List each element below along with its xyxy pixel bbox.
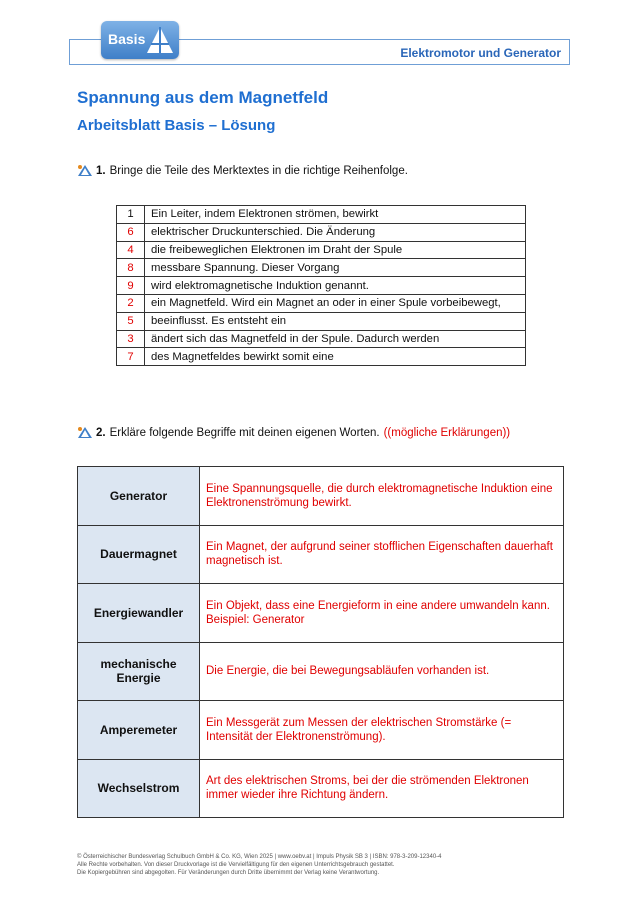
term-definition: Ein Objekt, dass eine Energieform in eine andere umwandeln kann. Beispiel: Generator <box>200 584 564 643</box>
term-row <box>78 701 564 760</box>
order-row <box>117 259 526 277</box>
order-text: ändert sich das Magnetfeld in der Spule. Dadurch werden <box>145 330 526 348</box>
page-title: Spannung aus dem Magnetfeld <box>77 88 329 107</box>
order-number: 9 <box>117 277 145 295</box>
term-definition: Die Energie, die bei Bewegungsabläufen vorhanden ist. <box>200 642 564 701</box>
term-label: mechanische Energie <box>78 642 200 701</box>
order-text: wird elektromagnetische Induktion genannt. <box>145 277 526 295</box>
basis-logo <box>101 21 179 59</box>
order-row <box>117 312 526 330</box>
term-label: Dauermagnet <box>78 525 200 584</box>
task-2-instruction <box>77 426 510 439</box>
order-row <box>117 241 526 259</box>
order-row <box>117 294 526 312</box>
terms-table <box>77 466 564 818</box>
order-table <box>116 205 526 366</box>
task-1-text: Bringe die Teile des Merktextes in die richtige Reihenfolge. <box>109 164 408 177</box>
order-number: 1 <box>117 206 145 224</box>
order-number: 6 <box>117 223 145 241</box>
term-definition: Eine Spannungsquelle, die durch elektromagnetische Induktion eine Elektronenströmung bewirkt. <box>200 467 564 526</box>
term-definition: Ein Messgerät zum Messen der elektrischen Stromstärke (= Intensität der Elektronenströmung). <box>200 701 564 760</box>
order-number: 3 <box>117 330 145 348</box>
term-label: Wechselstrom <box>78 759 200 818</box>
task-1-instruction <box>77 164 408 177</box>
term-row <box>78 467 564 526</box>
order-row <box>117 223 526 241</box>
level-triangle-icon <box>77 426 93 439</box>
order-text: ein Magnetfeld. Wird ein Magnet an oder in einer Spule vorbeibewegt, <box>145 294 526 312</box>
order-row <box>117 348 526 366</box>
footer <box>77 853 442 877</box>
logo-text: Basis <box>108 31 146 47</box>
order-text: elektrischer Druckunterschied. Die Änderung <box>145 223 526 241</box>
page-subtitle: Arbeitsblatt Basis – Lösung <box>77 117 276 134</box>
term-row <box>78 759 564 818</box>
order-text: die freibeweglichen Elektronen im Draht der Spule <box>145 241 526 259</box>
term-definition: Art des elektrischen Stroms, bei der die strömenden Elektronen immer wieder ihre Richtung ändern. <box>200 759 564 818</box>
level-triangle-icon <box>77 164 93 177</box>
term-label: Amperemeter <box>78 701 200 760</box>
task-2-number: 2. <box>96 426 106 439</box>
order-text: des Magnetfeldes bewirkt somit eine <box>145 348 526 366</box>
task-2-note: ((mögliche Erklärungen)) <box>383 426 511 439</box>
term-label: Generator <box>78 467 200 526</box>
term-row <box>78 584 564 643</box>
order-row <box>117 330 526 348</box>
order-number: 4 <box>117 241 145 259</box>
term-label: Energiewandler <box>78 584 200 643</box>
logo-triangle-icon <box>146 25 174 55</box>
order-number: 2 <box>117 294 145 312</box>
term-row <box>78 642 564 701</box>
order-row <box>117 277 526 295</box>
footer-line: Alle Rechte vorbehalten. Von dieser Druckvorlage ist die Vervielfältigung für den eigenen Unterrichtsgebrauch gestattet. <box>77 862 395 868</box>
header-title: Elektromotor und Generator <box>400 46 561 60</box>
task-1-number: 1. <box>96 164 106 177</box>
order-text: messbare Spannung. Dieser Vorgang <box>145 259 526 277</box>
order-text: beeinflusst. Es entsteht ein <box>145 312 526 330</box>
order-number: 8 <box>117 259 145 277</box>
order-number: 7 <box>117 348 145 366</box>
order-row <box>117 206 526 224</box>
footer-line: © Österreichischer Bundesverlag Schulbuch GmbH & Co. KG, Wien 2025 | www.oebv.at | Impuls Physik SB 3 | ISBN: 978-3-209-12340-4 <box>77 854 442 860</box>
term-definition: Ein Magnet, der aufgrund seiner stofflichen Eigenschaften dauerhaft magnetisch ist. <box>200 525 564 584</box>
task-2-text: Erkläre folgende Begriffe mit deinen eigenen Worten. <box>109 426 380 439</box>
order-text: Ein Leiter, indem Elektronen strömen, bewirkt <box>145 206 526 224</box>
order-number: 5 <box>117 312 145 330</box>
footer-line: Die Kopiergebühren sind abgegolten. Für Veränderungen durch Dritte übernimmt der Verlag keine Verantwortung. <box>77 870 380 876</box>
term-row <box>78 525 564 584</box>
